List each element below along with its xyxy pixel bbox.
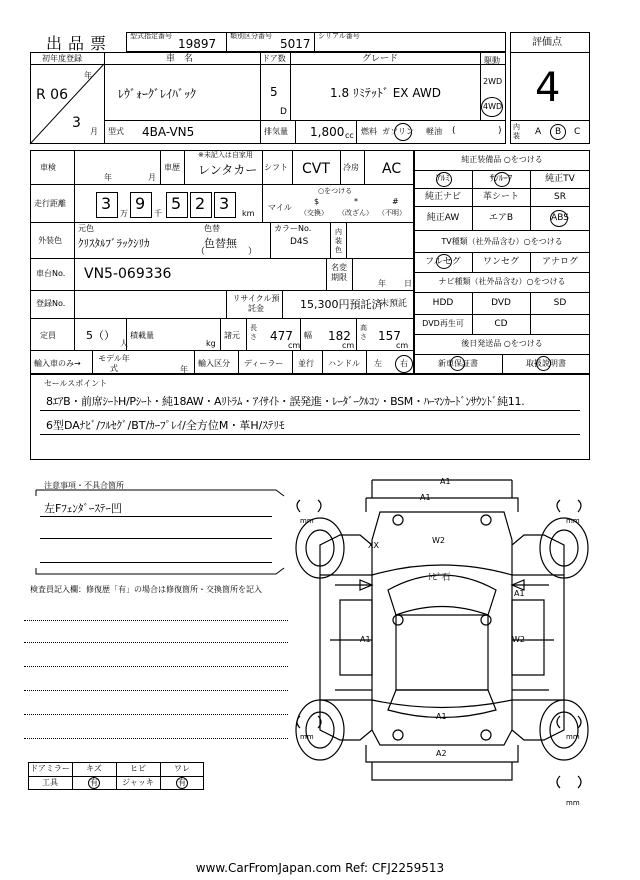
- displacement: 1,800: [310, 125, 345, 139]
- mark-left-door: A1: [360, 635, 371, 644]
- mark-rear-bumper: A2: [436, 749, 447, 758]
- exterior-color: ｸﾘｽﾀﾙﾌﾞﾗｯｸｼﾘｶ: [78, 237, 150, 250]
- transmission: CVT: [302, 161, 330, 177]
- form-title: 出品票: [46, 34, 113, 53]
- air-conditioning: AC: [382, 161, 402, 177]
- model-designation-number: 19897: [178, 37, 217, 51]
- mark-left-fender: XX: [368, 541, 379, 550]
- footer-watermark: www.CarFromJapan.com Ref: CFJ2259513: [195, 861, 445, 875]
- mileage-digit-5: 3: [219, 194, 230, 213]
- car-name: ﾚｳﾞｫｰｸﾞﾚｲﾊﾞｯｸ: [118, 87, 197, 101]
- seating-capacity: 5（）: [86, 329, 115, 342]
- sales-point-line-2: 6型DAﾅﾋﾞ/ﾌﾙｾｸﾞ/BT/ｶｰﾌﾟﾚｲ/全方位M・革H/ｽﾃﾘﾓ: [46, 419, 285, 432]
- width: 182: [328, 329, 351, 343]
- category-number: 5017: [280, 37, 311, 51]
- rating-score: 4: [535, 65, 561, 111]
- mark-windshield: ﾄﾋﾞ石: [428, 573, 451, 583]
- door-count: 5: [270, 85, 278, 99]
- caution-text: 左Fﾌｪﾝﾀﾞｰｽﾃｰ凹: [44, 502, 122, 515]
- length: 477: [270, 329, 293, 343]
- mark-front-bumper: A1: [440, 477, 451, 486]
- mark-hood: W2: [432, 536, 445, 545]
- vehicle-usage: レンタカー: [198, 163, 258, 177]
- sales-point-line-1: 8ｴｱB・前席ｼｰﾄH/Pｼｰﾄ・純18AW・Aﾘﾄﾗﾑ・ｱｲｻｲﾄ・誤発進・ﾚｰﾀﾞｰｸﾙｺﾝ・BSM・ﾊｰﾏﾝｶｰﾄﾞﾝｻｳﾝﾄﾞ純11.: [46, 395, 525, 408]
- first-registration-month: 3: [72, 115, 81, 131]
- mark-trunk: A1: [436, 712, 447, 721]
- color-number: D4S: [290, 237, 309, 247]
- color-change: 色替無: [204, 237, 237, 250]
- mileage-digit-2: 9: [135, 194, 146, 213]
- mileage-digit-3: 5: [171, 194, 182, 213]
- chassis-number: VN5-069336: [84, 266, 172, 282]
- recycle-fee: 15,300円預託済: [300, 298, 383, 311]
- first-registration-era: R 06: [36, 87, 68, 103]
- mileage-digit-4: 2: [195, 194, 206, 213]
- height: 157: [378, 329, 401, 343]
- mark-front-panel: A1: [420, 493, 431, 502]
- model-type: 4BA-VN5: [142, 125, 195, 139]
- grade: 1.8 ﾘﾐﾃｯﾄﾞ EX AWD: [330, 86, 441, 100]
- mark-right-fender: A1: [514, 589, 525, 598]
- mileage-digit-1: 3: [101, 194, 112, 213]
- mark-right-door: W2: [512, 635, 525, 644]
